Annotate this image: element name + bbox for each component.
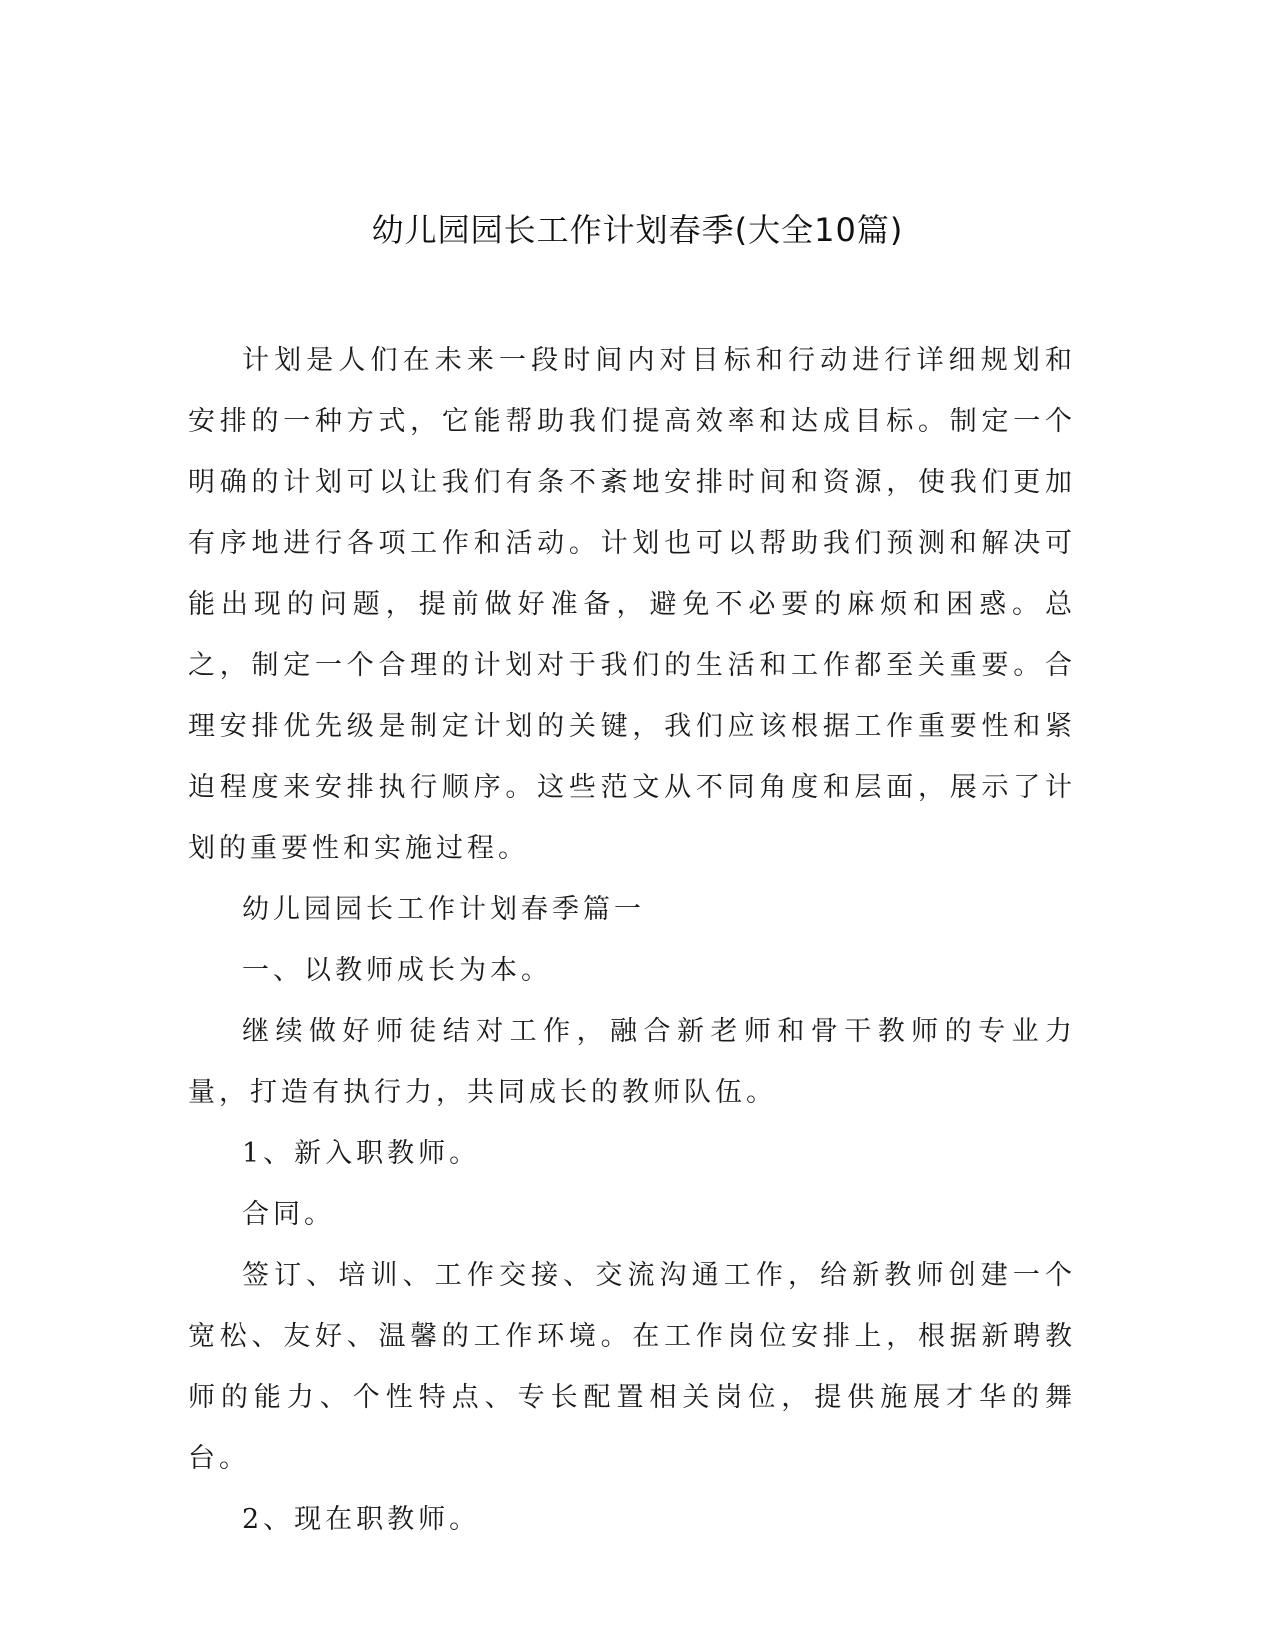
list-item-heading: 2、现在职教师。 — [242, 1504, 481, 1535]
body-paragraph: 继续做好师徒结对工作，融合新老师和骨干教师的专业力量，打造有执行力，共同成长的教师队伍。 — [188, 1016, 1076, 1108]
document-title: 幼儿园园长工作计划春季(大全10篇) — [371, 211, 904, 249]
body-paragraph: 合同。 — [242, 1199, 335, 1230]
list-item-heading: 1、新入职教师。 — [242, 1138, 481, 1169]
subsection-heading: 一、以教师成长为本。 — [242, 955, 552, 986]
document-body — [188, 330, 1076, 1550]
section-heading: 幼儿园园长工作计划春季篇一 — [242, 894, 645, 925]
body-paragraph: 签订、培训、工作交接、交流沟通工作，给新教师创建一个宽松、友好、温馨的工作环境。在工作岗位安排上，根据新聘教师的能力、个性特点、专长配置相关岗位，提供施展才华的舞台。 — [188, 1260, 1076, 1474]
intro-paragraph: 计划是人们在未来一段时间内对目标和行动进行详细规划和安排的一种方式，它能帮助我们提高效率和达成目标。制定一个明确的计划可以让我们有条不紊地安排时间和资源，使我们更加有序地进行各项工作和活动。计划也可以帮助我们预测和解决可能出现的问题，提前做好准备，避免不必要的麻烦和困惑。总之，制定一个合理的计划对于我们的生活和工作都至关重要。合理安排优先级是制定计划的关键，我们应该根据工作重要性和紧迫程度来安排执行顺序。这些范文从不同角度和层面，展示了计划的重要性和实施过程。 — [188, 345, 1076, 864]
